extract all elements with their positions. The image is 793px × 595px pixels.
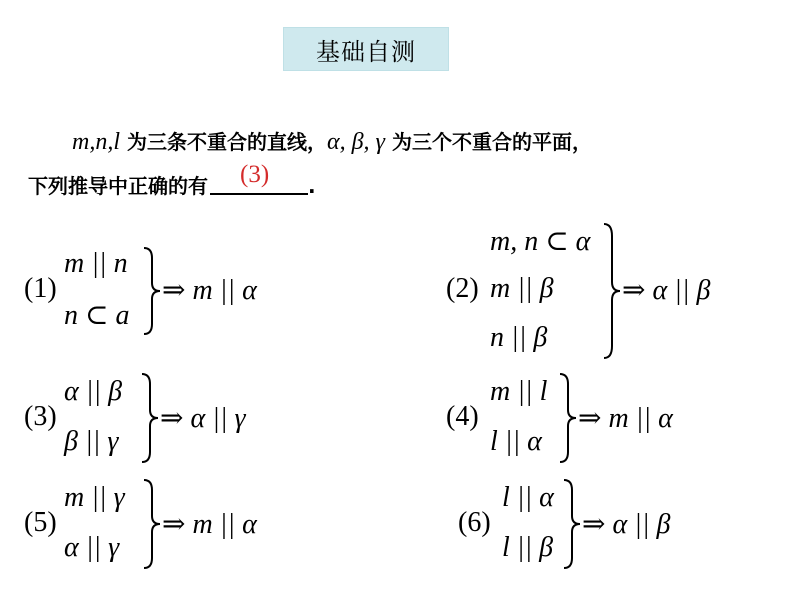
- intro-line-2: [28, 161, 316, 199]
- premise: l || α: [502, 482, 554, 513]
- intro-line-1: [72, 126, 592, 156]
- section-title: 基础自测: [283, 27, 449, 71]
- intro-text-2: 为三个不重合的平面，: [391, 130, 592, 154]
- premise: m || n: [64, 248, 128, 279]
- conclusion: ⇒ m || α: [162, 275, 257, 306]
- intro-period: .: [308, 174, 316, 198]
- intro-text-1: 为三条不重合的直线，: [126, 130, 327, 154]
- premise: α || β: [64, 376, 123, 407]
- brace: [140, 372, 160, 464]
- proposition-2: [446, 222, 766, 360]
- proposition-3: [24, 372, 284, 464]
- proposition-number: (6): [458, 507, 491, 538]
- premise: l || β: [502, 532, 554, 563]
- premise: l || α: [490, 426, 542, 457]
- proposition-4: [446, 372, 706, 464]
- brace: [558, 372, 578, 464]
- premise: n ⊂ a: [64, 300, 130, 331]
- proposition-number: (3): [24, 401, 57, 432]
- proposition-1: [24, 246, 284, 336]
- premise: β || γ: [64, 426, 119, 457]
- proposition-number: (4): [446, 401, 479, 432]
- plane-variables: α, β, γ: [326, 129, 385, 155]
- premise: n || β: [490, 322, 548, 353]
- proposition-number: (1): [24, 273, 57, 304]
- brace: [602, 222, 622, 360]
- proposition-number: (2): [446, 273, 479, 304]
- premise: m || l: [490, 376, 548, 407]
- brace: [142, 246, 162, 336]
- conclusion: ⇒ α || β: [622, 275, 711, 306]
- premise: m, n ⊂ α: [490, 226, 591, 257]
- proposition-number: (5): [24, 507, 57, 538]
- premise: m || γ: [64, 482, 125, 513]
- intro-question: 下列推导中正确的有: [28, 174, 208, 198]
- line-variables: m,n,l: [72, 129, 120, 155]
- conclusion: ⇒ α || γ: [160, 403, 246, 434]
- premise: m || β: [490, 273, 554, 304]
- brace: [562, 478, 582, 570]
- answer-blank: [210, 161, 308, 195]
- proposition-5: [24, 478, 284, 570]
- brace: [142, 478, 162, 570]
- conclusion: ⇒ α || β: [582, 509, 671, 540]
- conclusion: ⇒ m || α: [578, 403, 673, 434]
- premise: α || γ: [64, 532, 120, 563]
- answer-text: (3): [240, 161, 270, 188]
- conclusion: ⇒ m || α: [162, 509, 257, 540]
- proposition-6: [458, 478, 718, 570]
